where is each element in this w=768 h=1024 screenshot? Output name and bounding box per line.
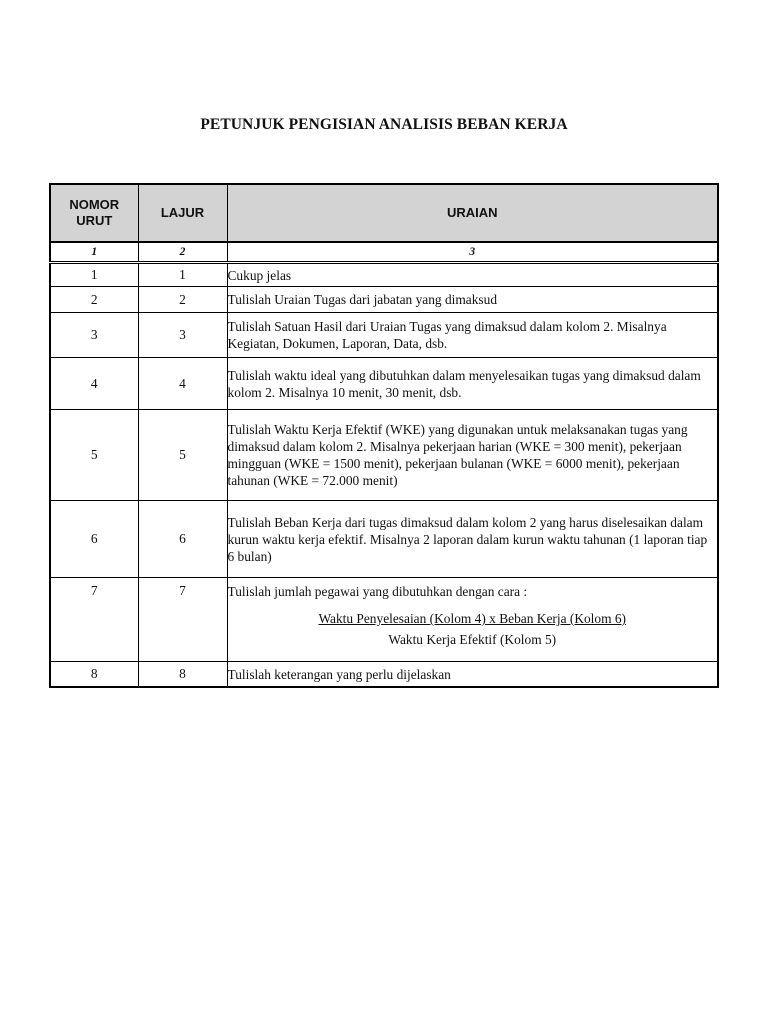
row-lajur: 1	[138, 263, 227, 287]
table-row	[50, 501, 718, 578]
row-uraian: Tulislah Satuan Hasil dari Uraian Tugas yang dimaksud dalam kolom 2. Misalnya Kegiatan, Dokumen, Laporan, Data, dsb.	[227, 313, 718, 358]
row-nomor: 4	[50, 358, 138, 410]
row-uraian: Tulislah waktu ideal yang dibutuhkan dalam menyelesaikan tugas yang dimaksud dalam kolom 2. Misalnya 10 menit, 30 menit, dsb.	[227, 358, 718, 410]
staff-formula	[228, 608, 718, 650]
table-row	[50, 358, 718, 410]
table-row	[50, 263, 718, 287]
row-nomor: 3	[50, 313, 138, 358]
row-uraian: Tulislah Uraian Tugas dari jabatan yang dimaksud	[227, 287, 718, 313]
table-row	[50, 662, 718, 688]
column-number-1: 1	[50, 242, 138, 263]
table-row	[50, 313, 718, 358]
row-uraian: Cukup jelas	[227, 263, 718, 287]
row-nomor: 5	[50, 410, 138, 501]
column-number-2: 2	[138, 242, 227, 263]
row-lajur: 8	[138, 662, 227, 688]
header-nomor-urut: NOMOR URUT	[50, 184, 138, 242]
header-uraian: URAIAN	[227, 184, 718, 242]
row-lajur: 7	[138, 578, 227, 662]
formula-numerator: Waktu Penyelesaian (Kolom 4) x Beban Kerja (Kolom 6)	[318, 611, 627, 626]
row-uraian: Tulislah jumlah pegawai yang dibutuhkan dengan cara :	[227, 584, 528, 599]
header-lajur: LAJUR	[138, 184, 227, 242]
table-row	[50, 410, 718, 501]
table-header-row	[50, 184, 718, 242]
instruction-table	[49, 183, 719, 688]
row-uraian-formula-cell	[227, 578, 718, 662]
page-title: PETUNJUK PENGISIAN ANALISIS BEBAN KERJA	[200, 116, 568, 133]
row-nomor: 1	[50, 263, 138, 287]
row-lajur: 3	[138, 313, 227, 358]
table-row	[50, 287, 718, 313]
row-uraian: Tulislah Waktu Kerja Efektif (WKE) yang digunakan untuk melaksanakan tugas yang dimaksud dalam kolom 2. Misalnya pekerjaan harian (WKE = 300 menit), pekerjaan mingguan (WKE = 1500 menit), pekerjaan bulanan (WKE = 6000 menit), pekerjaan tahunan (WKE = 72.000 menit)	[227, 410, 718, 501]
row-nomor: 6	[50, 501, 138, 578]
row-lajur: 4	[138, 358, 227, 410]
row-uraian: Tulislah keterangan yang perlu dijelaskan	[227, 662, 718, 688]
row-lajur: 6	[138, 501, 227, 578]
row-nomor: 2	[50, 287, 138, 313]
column-number-3: 3	[227, 242, 718, 263]
column-number-row	[50, 242, 718, 263]
row-nomor: 7	[50, 578, 138, 662]
table-row	[50, 578, 718, 662]
row-uraian: Tulislah Beban Kerja dari tugas dimaksud dalam kolom 2 yang harus diselesaikan dalam kurun waktu kerja efektif. Misalnya 2 laporan dalam kurun waktu tahunan (1 laporan tiap 6 bulan)	[227, 501, 718, 578]
formula-denominator: Waktu Kerja Efektif (Kolom 5)	[388, 632, 557, 647]
row-lajur: 2	[138, 287, 227, 313]
row-lajur: 5	[138, 410, 227, 501]
row-nomor: 8	[50, 662, 138, 688]
